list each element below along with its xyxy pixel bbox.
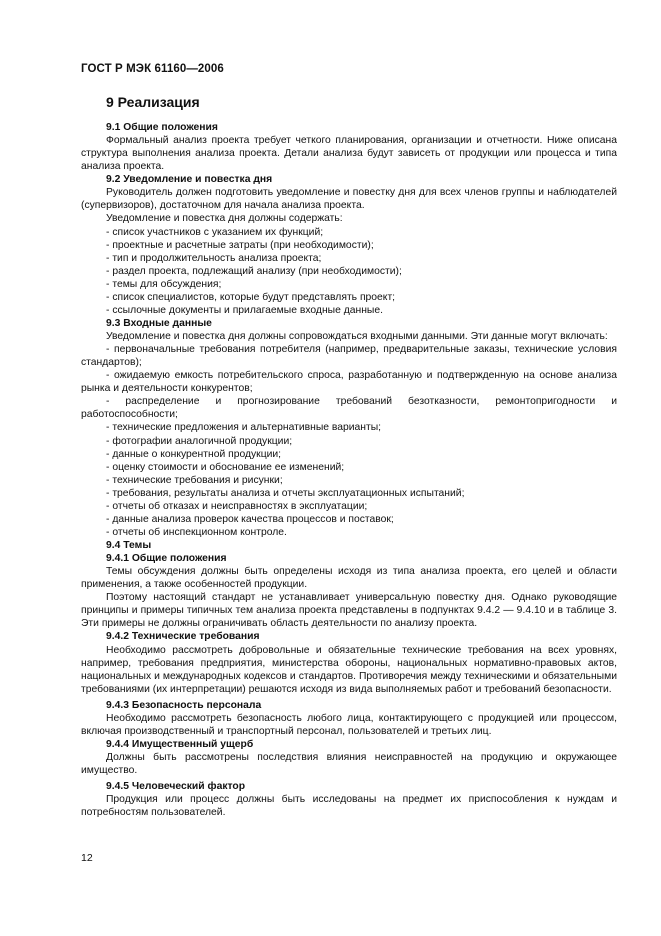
list-item: - распределение и прогнозирование требований безотказности, ремонтопригодности и работоспособности; [81, 396, 617, 421]
paragraph: Темы обсуждения должны быть определены исходя из типа анализа проекта, его целей и области применения, а также особенностей продукции. [81, 566, 617, 591]
paragraph: Продукция или процесс должны быть исследованы на предмет их приспособления к нуждам и потребностям пользователей. [81, 794, 617, 819]
list-item: - раздел проекта, подлежащий анализу (при необходимости); [106, 265, 402, 277]
list-item: - отчеты об отказах и неисправностях в эксплуатации; [106, 500, 368, 512]
subsubsection-heading: 9.4.4 Имущественный ущерб [106, 738, 254, 750]
subsubsection-heading: 9.4.3 Безопасность персонала [106, 699, 262, 711]
document-body [81, 121, 617, 819]
subsection-heading: 9.4 Темы [106, 540, 152, 551]
page-number: 12 [81, 852, 93, 864]
list-item: - список участников с указанием их функций; [106, 226, 324, 238]
list-item: - технические предложения и альтернативные варианты; [106, 422, 382, 434]
subsection-heading: 9.3 Входные данные [106, 317, 212, 329]
list-item: - требования, результаты анализа и отчеты эксплуатационных испытаний; [106, 487, 465, 499]
list-item: - список специалистов, которые будут представлять проект; [106, 291, 396, 303]
list-item: - тип и продолжительность анализа проекта; [106, 252, 322, 264]
paragraph: Формальный анализ проекта требует четкого планирования, организации и отчетности. Ниже описана структура выполнения анализа проекта. Детали анализа будут зависеть от продукции или процесса и типа анализа проекта. [81, 135, 617, 173]
subsection-heading: 9.2 Уведомление и повестка дня [106, 174, 273, 186]
section-title: 9 Реализация [106, 94, 200, 110]
paragraph: Руководитель должен подготовить уведомление и повестку дня для всех членов группы и наблюдателей (супервизоров), достаточном для начала анализа проекта. [81, 187, 617, 212]
paragraph: Необходимо рассмотреть добровольные и обязательные технические требования на всех уровнях, например, требования предприятия, министерства обороны, национальных нормативно-правовых актов, национальных и международных кодексов и стандартов. Противоречия между техническими и обязательными требованиями (их интерпретации) решаются исходя из вида выполняемых работ и требований безопасности. [81, 644, 617, 695]
subsubsection-heading: 9.4.1 Общие положения [106, 553, 227, 565]
subsubsection-heading: 9.4.5 Человеческий фактор [106, 781, 246, 793]
list-item: - оценку стоимости и обоснование ее изменений; [106, 461, 345, 473]
list-item: - первоначальные требования потребителя (например, предварительные заказы, технические условия стандартов); [81, 344, 617, 369]
list-item: - проектные и расчетные затраты (при необходимости); [106, 239, 374, 251]
list-item: - фотографии аналогичной продукции; [106, 435, 293, 447]
list-item: - данные анализа проверок качества процессов и поставок; [106, 513, 394, 525]
paragraph: Поэтому настоящий стандарт не устанавливает универсальную повестку дня. Однако руководящие принципы и примеры типичных тем анализа проекта представлены в подпунктах 9.4.2 — 9.4.10 и в таблице 3. Эти примеры не должны ограничивать область деятельности по анализу проекта. [81, 592, 617, 630]
list-item: - данные о конкурентной продукции; [106, 448, 282, 460]
paragraph: Необходимо рассмотреть безопасность любого лица, контактирующего с продукцией или процессом, включая производственный и транспортный персонал, пользователей и третьих лиц. [81, 712, 617, 737]
list-item: - ожидаемую емкость потребительского спроса, разработанную и подтвержденную на основе анализа рынка и деятельности конкурентов; [81, 370, 617, 395]
paragraph: Уведомление и повестка дня должны содержать: [106, 213, 343, 225]
paragraph: Должны быть рассмотрены последствия влияния неисправностей на продукцию и окружающее имущество. [81, 752, 617, 777]
paragraph: Уведомление и повестка дня должны сопровождаться входными данными. Эти данные могут включать: [106, 331, 608, 342]
list-item: - ссылочные документы и прилагаемые входные данные. [106, 304, 383, 316]
subsubsection-heading: 9.4.2 Технические требования [106, 631, 260, 643]
list-item: - отчеты об инспекционном контроле. [106, 526, 287, 538]
subsection-heading: 9.1 Общие положения [106, 122, 218, 133]
list-item: - технические требования и рисунки; [106, 474, 283, 486]
document-header: ГОСТ Р МЭК 61160—2006 [81, 63, 224, 75]
list-item: - темы для обсуждения; [106, 278, 222, 290]
